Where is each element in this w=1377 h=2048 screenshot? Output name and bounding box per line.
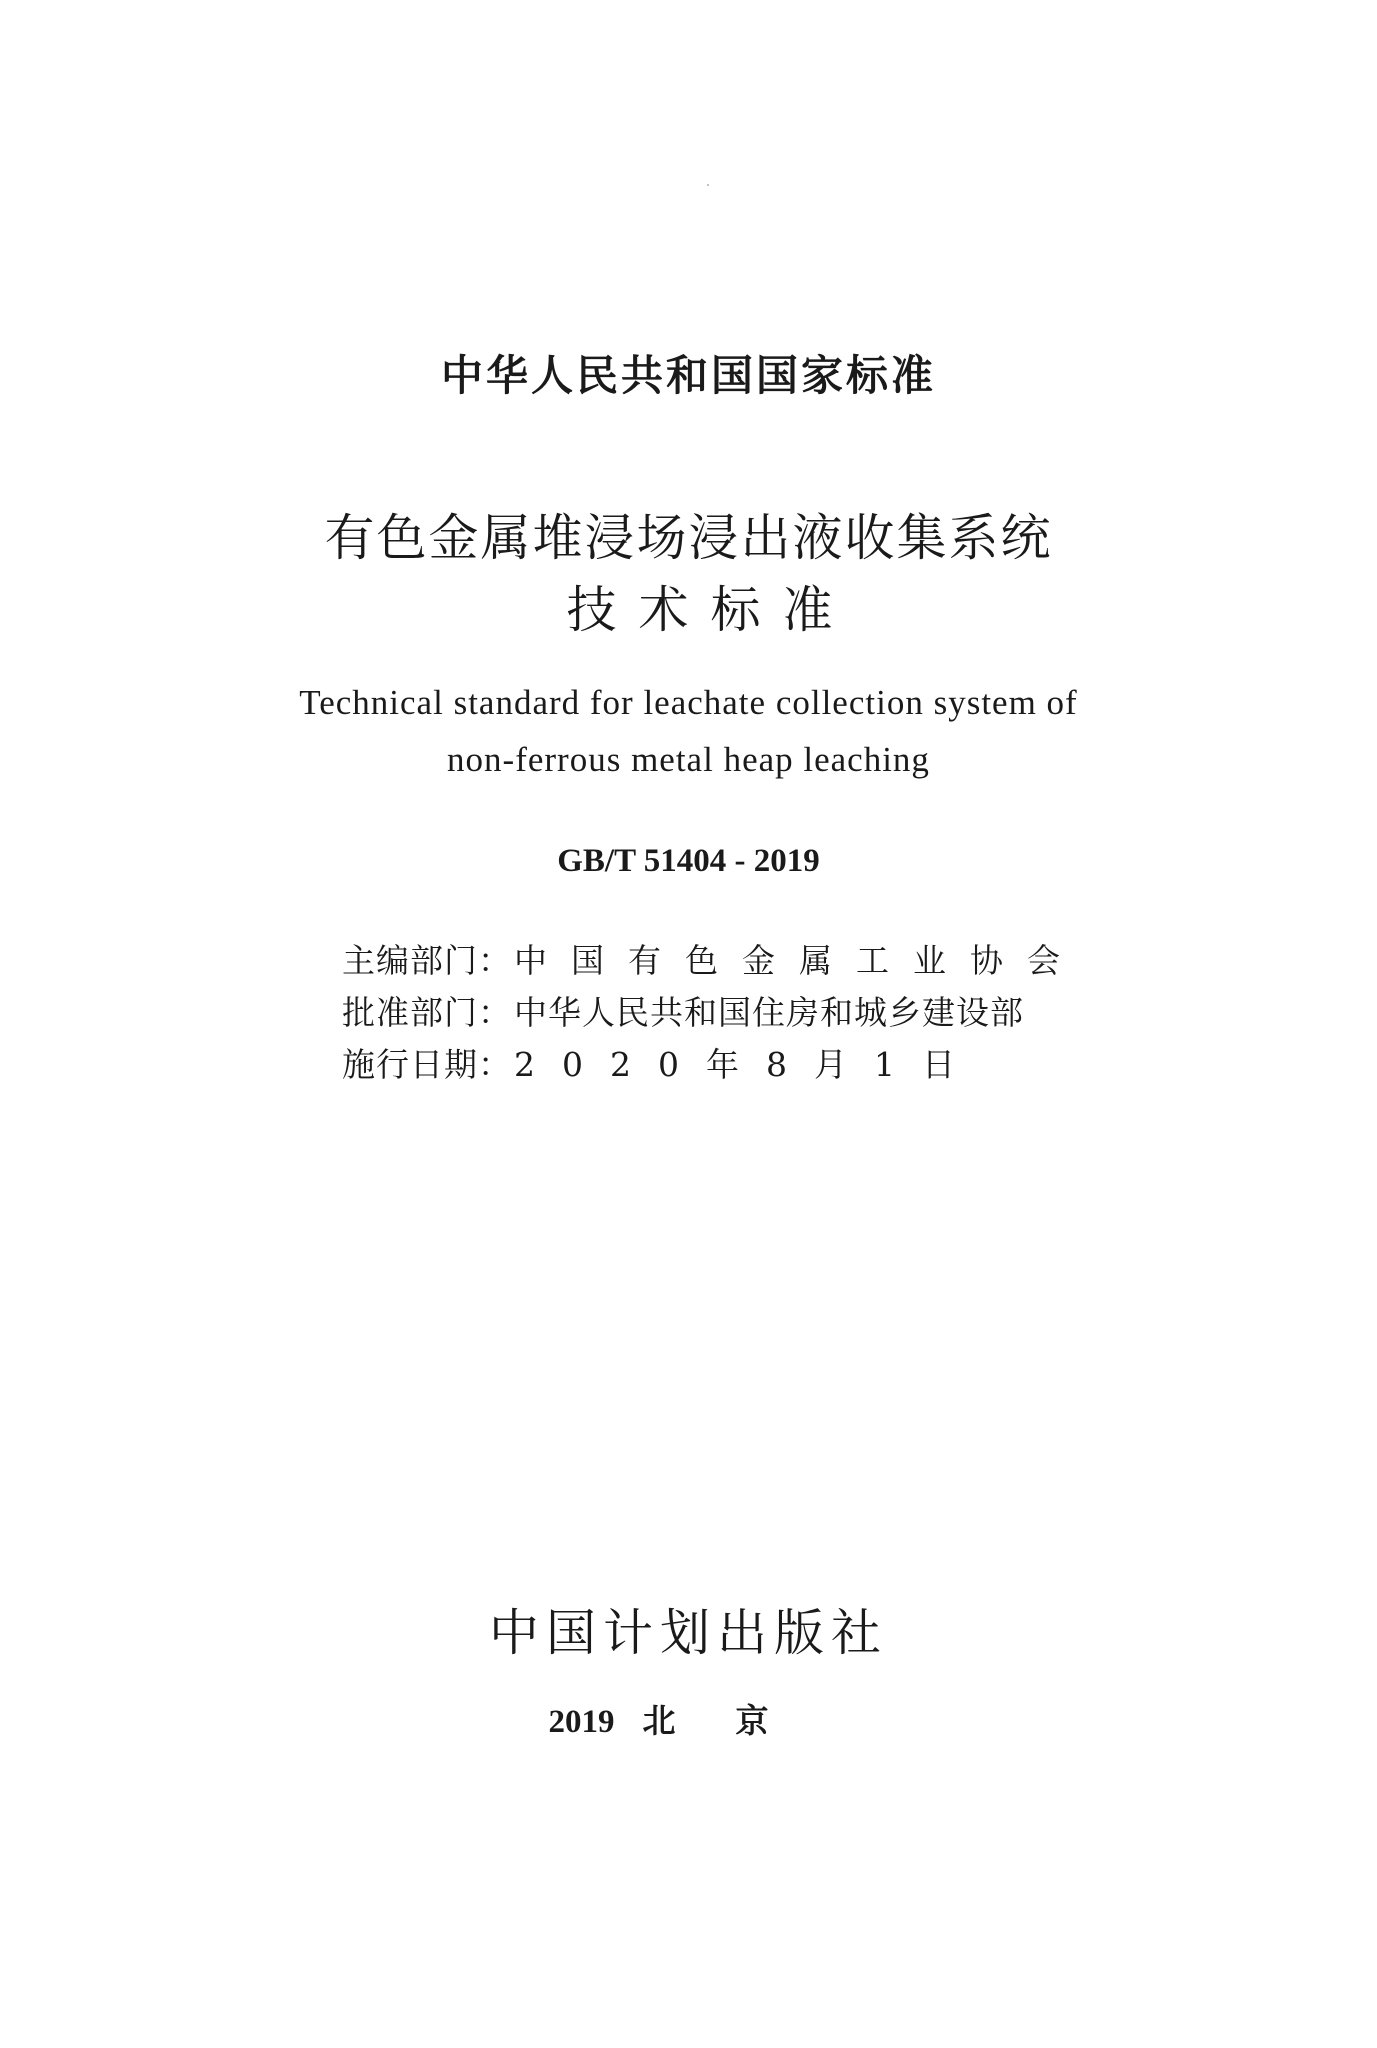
effective-date-row (342, 1039, 1072, 1086)
approval-department-value: 中华人民共和国住房和城乡建设部 (514, 993, 1024, 1032)
national-standard-heading: 中华人民共和国国家标准 (440, 351, 936, 400)
editor-department-row (342, 935, 1084, 982)
english-title-line-2: non-ferrous metal heap leaching (447, 740, 930, 779)
effective-date-value: 2020年8月1日 (514, 1045, 982, 1084)
chinese-title-line-1: 有色金属堆浸场浸出液收集系统 (324, 509, 1053, 567)
publisher-name: 中国计划出版社 (489, 1604, 888, 1662)
approval-department-row (342, 987, 1072, 1034)
scan-speck (707, 184, 709, 186)
standard-code: GB/T 51404 - 2019 (557, 843, 820, 879)
approval-department-label: 批准部门： (342, 993, 512, 1032)
publication-place (0, 1695, 1377, 1742)
publication-city: 北京 (642, 1704, 829, 1740)
effective-date-label: 施行日期： (342, 1045, 512, 1084)
chinese-title-line-2: 技术标准 (566, 581, 855, 639)
publication-year: 2019 (548, 1704, 615, 1740)
editor-department-value: 中国有色金属工业协会 (514, 941, 1084, 980)
editor-department-label: 主编部门： (342, 941, 512, 980)
english-title-line-1: Technical standard for leachate collection system of (299, 683, 1078, 722)
